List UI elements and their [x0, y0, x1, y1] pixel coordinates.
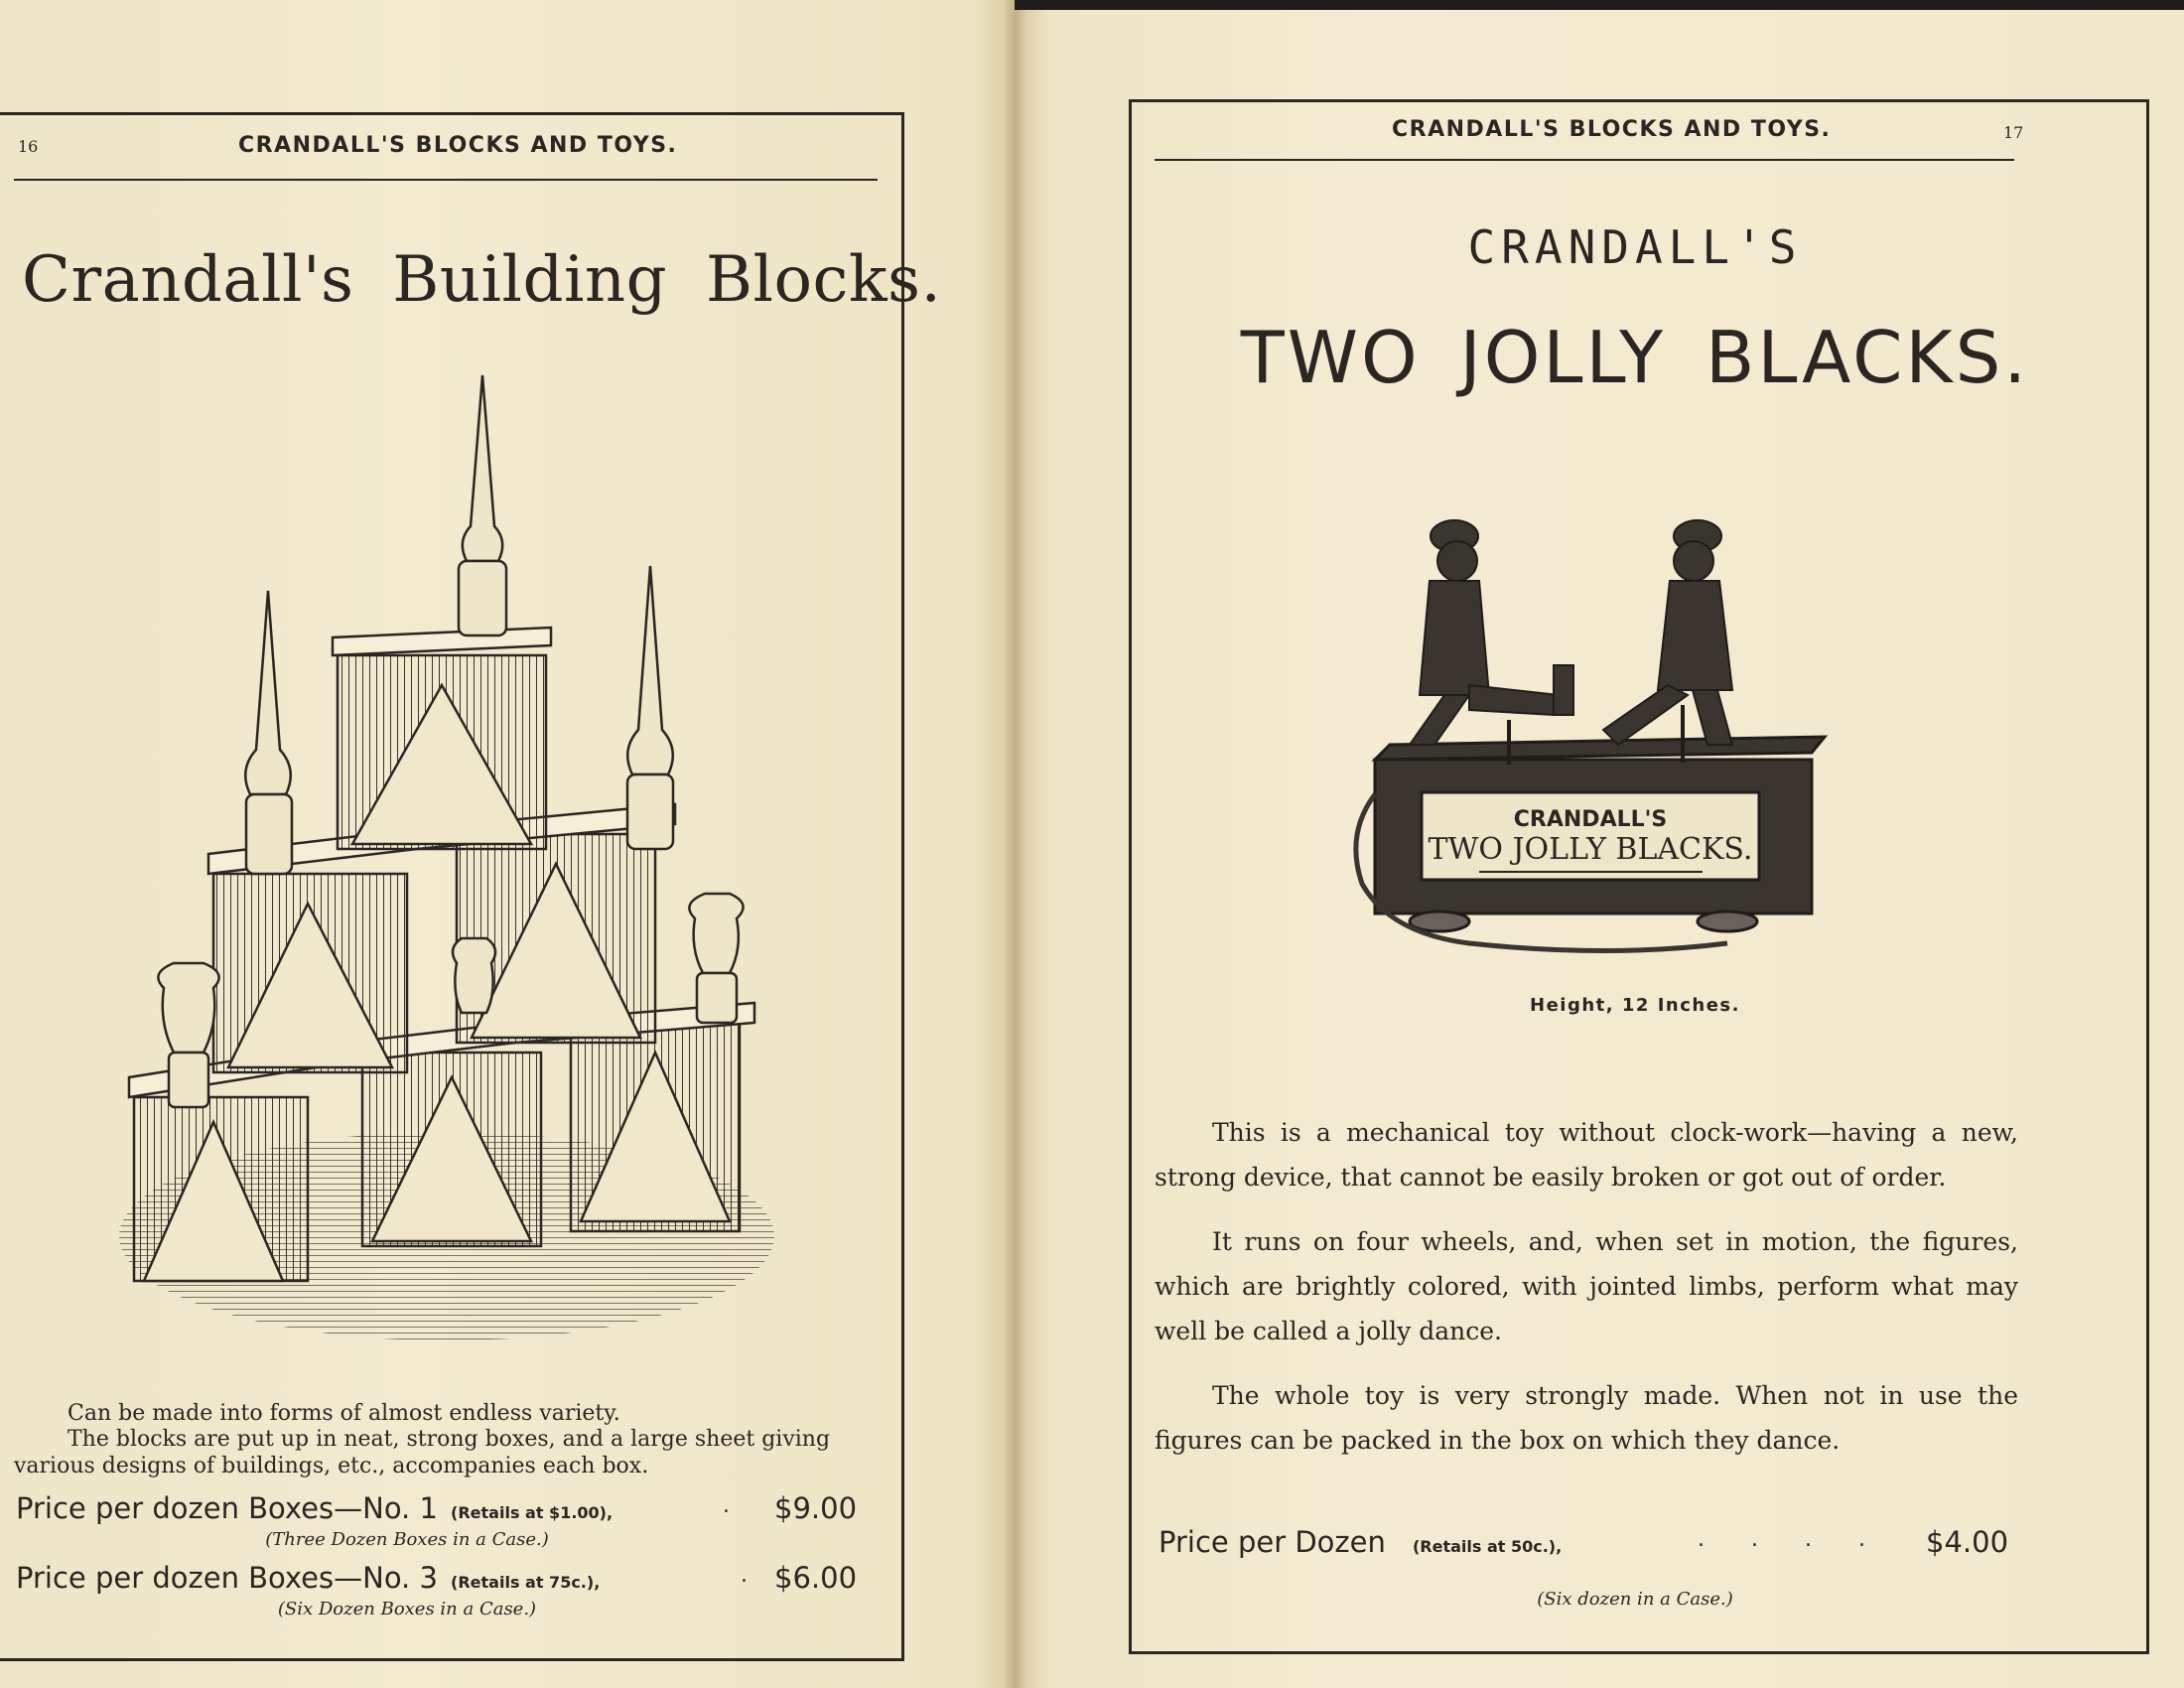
right-running-head: CRANDALL'S BLOCKS AND TOYS. [1392, 117, 1832, 142]
toy-paragraph-1: This is a mechanical toy without clock-work—having a new, strong device, that cannot be easily broken or got out of order. [1155, 1118, 2018, 1192]
toy-paragraph-3: The whole toy is very strongly made. When not in use the figures can be packed in the box on which they dance. [1155, 1381, 2018, 1455]
left-description-line-2: The blocks are put up in neat, strong boxes, and a large sheet giving [68, 1427, 831, 1452]
toy-label-two-jolly-blacks: TWO JOLLY BLACKS. [1428, 832, 1753, 867]
blocks-price-value-1: $9.00 [774, 1491, 858, 1525]
left-page-number: 16 [18, 137, 39, 156]
blocks-price-row-2 [16, 1561, 748, 1595]
left-page-title: Crandall's Building Blocks. [22, 243, 942, 317]
blocks-case-note-2: (Six Dozen Boxes in a Case.) [277, 1599, 537, 1619]
right-head-rule [1155, 159, 2014, 161]
price-label: Price per dozen Boxes—No. 3 [16, 1561, 438, 1595]
price-label: Price per Dozen [1159, 1525, 1386, 1559]
right-title-line-1: CRANDALL'S [1467, 220, 1803, 274]
book-gutter [1003, 0, 1026, 1688]
left-description-line-1: Can be made into forms of almost endless variety. [68, 1401, 620, 1426]
right-dancer-figure [1603, 520, 1732, 763]
retail-price: (Retails at 75c.), [451, 1573, 601, 1592]
toy-description [1155, 1110, 2018, 1482]
left-head-rule [14, 179, 878, 181]
building-blocks-illustration [119, 367, 774, 1350]
toy-label-crandalls: CRANDALL'S [1513, 807, 1668, 832]
jolly-blacks-toy-illustration [1350, 506, 1837, 963]
retail-price: (Retails at 50c.), [1412, 1537, 1563, 1556]
toy-paragraph-2: It runs on four wheels, and, when set in motion, the figures, which are brightly colored, with jointed limbs, perform what may well be called a jolly dance. [1155, 1227, 2018, 1345]
toy-case-note: (Six dozen in a Case.) [1537, 1589, 1733, 1610]
blocks-price-row-1 [16, 1491, 730, 1525]
toy-price-row [1159, 1525, 1562, 1559]
blocks-price-value-2: $6.00 [774, 1561, 858, 1595]
blocks-case-note-1: (Three Dozen Boxes in a Case.) [265, 1529, 549, 1550]
right-title-line-2: TWO JOLLY BLACKS. [1240, 316, 2030, 399]
toy-price-value: $4.00 [1926, 1525, 2009, 1559]
toy-height-caption: Height, 12 Inches. [1530, 995, 1740, 1016]
price-label: Price per dozen Boxes—No. 1 [16, 1491, 438, 1525]
leader-dots: . [741, 1563, 748, 1588]
page-top-edge [1015, 0, 2184, 10]
toy-price-dots: . . . . [1698, 1527, 1885, 1552]
left-running-head: CRANDALL'S BLOCKS AND TOYS. [238, 133, 678, 158]
retail-price: (Retails at $1.00), [451, 1503, 614, 1522]
left-dancer-figure [1410, 520, 1573, 765]
left-description-line-3: various designs of buildings, etc., accompanies each box. [14, 1454, 649, 1478]
right-page-number: 17 [2003, 123, 2024, 142]
leader-dots: . [723, 1493, 730, 1518]
